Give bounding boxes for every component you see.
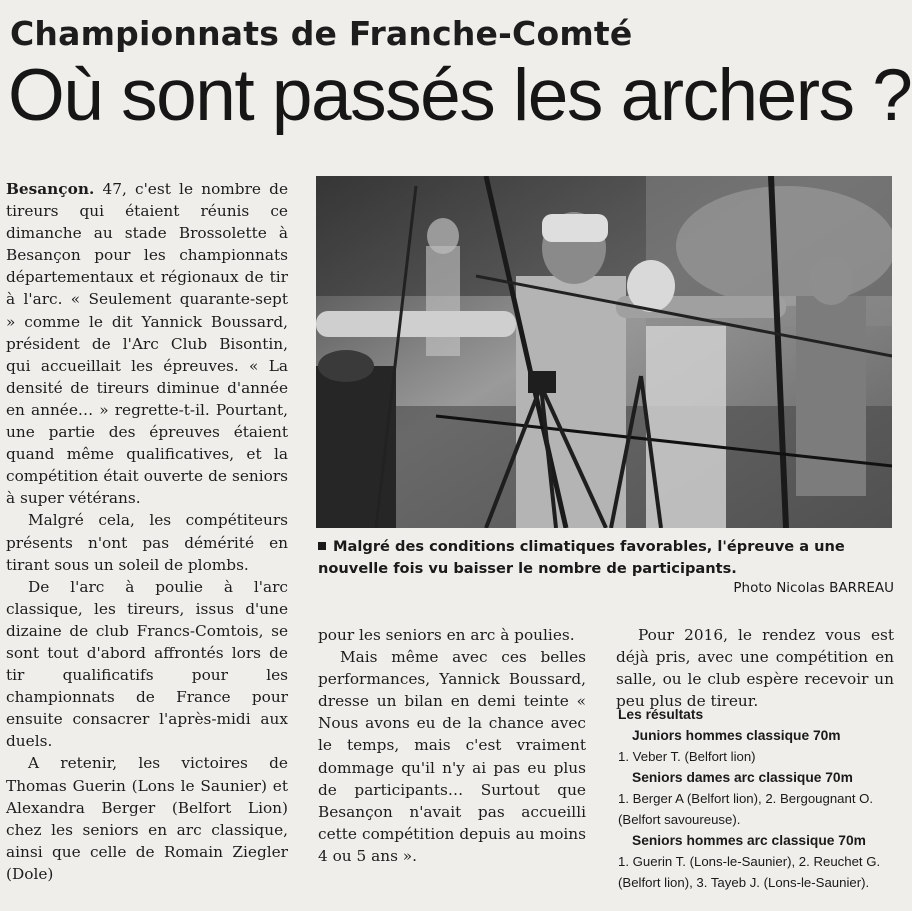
photo-credit: Photo Nicolas BARREAU [733,580,894,596]
bullet-square [318,542,326,550]
paragraph: A retenir, les victoires de Thomas Guerin (Lons le Saunier) et Alexandra Berger (Belfort Lion) chez les seniors en arc classique, ainsi que celle de Romain Ziegler (Dole) [6,754,288,883]
results-category-title: Seniors hommes arc classique 70m [632,833,866,848]
results-category-title: Juniors hommes classique 70m [632,728,841,743]
dateline: Besançon. [6,180,95,198]
article-photo [316,176,892,528]
article-column-3 [616,624,894,712]
article-column-1 [6,178,288,885]
results-category-text: 1. Veber T. (Belfort lion) [618,749,756,764]
paragraph: Mais même avec ces belles performances, Yannick Boussard, dresse un bilan en demi teinte « Nous avons eu de la chance avec le temps, mais c'est vraiment dommage qu'il n'y ai pas eu plus de participants… Surtout que Besançon n'avait pas accueilli cette compétition depuis au moins 4 ou 5 ans ». [318,648,586,865]
article-headline: Où sont passés les archers ? [8,55,912,136]
results-category-text: 1. Berger A (Belfort lion), 2. Bergougnant O. (Belfort savoureuse). [618,791,874,827]
results-category-text: 1. Guerin T. (Lons-le-Saunier), 2. Reuchet G. (Belfort lion), 3. Tayeb J. (Lons-le-Saunier). [618,854,881,890]
paragraph: Malgré cela, les compétiteurs présents n'ont pas démérité en tirant sous un soleil de plombs. [6,511,288,574]
archers-photo-illustration [316,176,892,528]
results-heading: Les résultats [618,707,704,722]
results-category-title: Seniors dames arc classique 70m [632,770,853,785]
paragraph: De l'arc à poulie à l'arc classique, les tireurs, issus d'une dizaine de club Francs-Comtois, se sont tout d'abord affrontés lors de tir qualificatifs pour les championnats de France pour ensuite consacrer l'après-midi aux duels. [6,577,288,751]
photo-caption: Malgré des conditions climatiques favorables, l'épreuve a une nouvelle fois vu baisser le nombre de participants. [318,538,845,577]
paragraph: pour les seniors en arc à poulies. [318,626,575,644]
article-kicker: Championnats de Franche-Comté [10,14,633,53]
paragraph: Besançon. 47, c'est le nombre de tireurs qui étaient réunis ce dimanche au stade Brossolette à Besançon pour les championnats départementaux et régionaux de tir à l'arc. « Seulement quarante-sept » comme le dit Yannick Boussard, président de l'Arc Club Bisontin, qui accueillait les épreuves. « La densité de tireurs diminue d'année en année… » regrette-t-il. Pourtant, une partie des épreuves étaient quand même qualificatives, et la compétition était ouverte de seniors à super vétérans. [6,180,288,508]
paragraph: Pour 2016, le rendez vous est déjà pris, avec une compétition en salle, ou le club espère recevoir un peu plus de tireur. [616,626,894,711]
article-column-2 [318,624,586,867]
results-box [618,704,902,893]
